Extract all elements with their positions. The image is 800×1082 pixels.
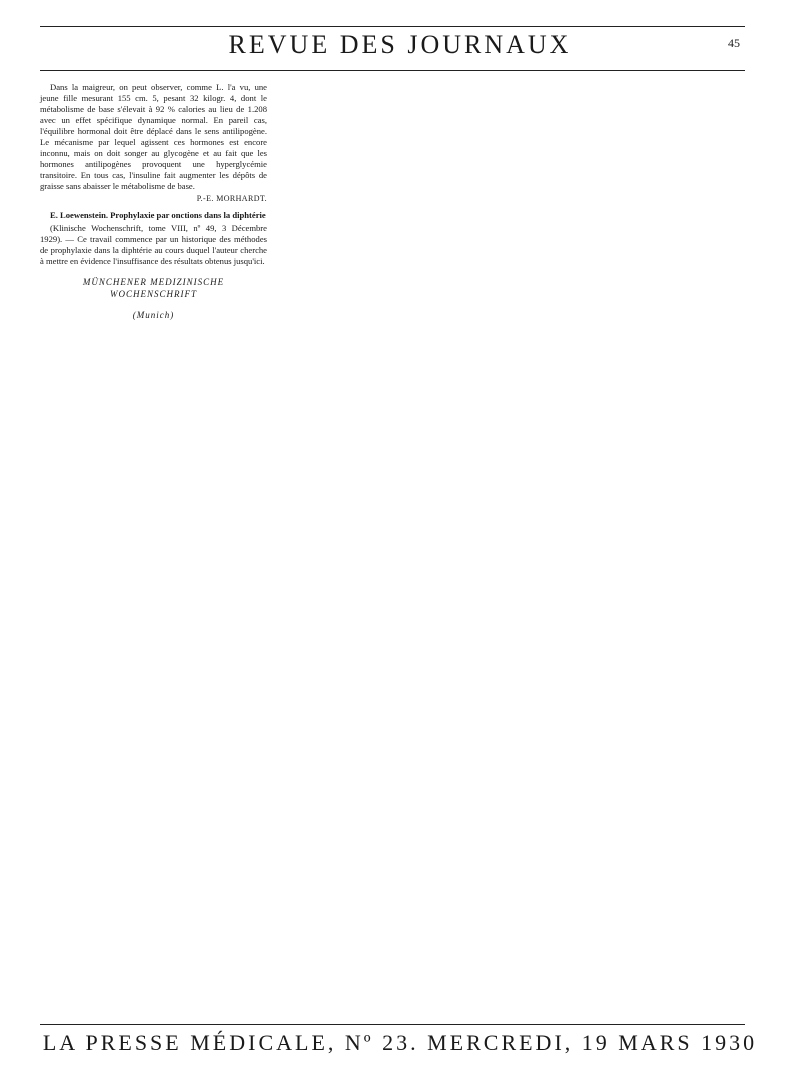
header-bottom-rule xyxy=(40,70,745,71)
col1-paragraph: Dans la maigreur, on peut observer, comme L. l'a vu, une jeune fille mesurant 155 cm. 5, pesant 32 kilogr. 4, dont le métabolisme de base s'élevait à 92 % calories au lieu de 1.208 avec un effet spécifique dynamique normal. En pareil cas, l'équilibre hormonal doit être déplacé dans le sens antilipogène. Le mécanisme par lequel agissent ces hormones est encore inconnu, mais on doit songer au glycogène et au fait que les hormones antilipogènes provoquent une hyperglycémie transitoire. En tous cas, l'insuline fait augmenter les dépôts de graisse sans abaisser le métabolisme de base. xyxy=(40,82,267,191)
journal-section-title: REVUE DES JOURNAUX xyxy=(228,30,572,59)
page-number: 45 xyxy=(728,36,740,50)
signature: P.-E. MORHARDT. xyxy=(196,194,267,203)
journal-heading: MÜNCHENER MEDIZINISCHE WOCHENSCHRIFT xyxy=(82,277,225,299)
header-top-rule xyxy=(40,26,745,27)
col1-entry-heading: E. Loewenstein. Prophylaxie par onctions dans la diphtérie xyxy=(50,210,266,221)
footer-issue-line: LA PRESSE MÉDICALE, Nº 23. MERCREDI, 19 MARS 1930 xyxy=(42,1030,758,1055)
journal-subheading: (Munich) xyxy=(132,310,175,321)
col1-paragraph: (Klinische Wochenschrift, tome VIII, nº 49, 3 Décembre 1929). — Ce travail commence par un historique des méthodes de prophylaxie dans la diphtérie au cours duquel l'auteur cherche à mettre en évidence l'insuffisance des résultats obtenus jusqu'ici. xyxy=(40,223,267,267)
footer-rule xyxy=(40,1024,745,1025)
column-1 xyxy=(40,82,267,328)
